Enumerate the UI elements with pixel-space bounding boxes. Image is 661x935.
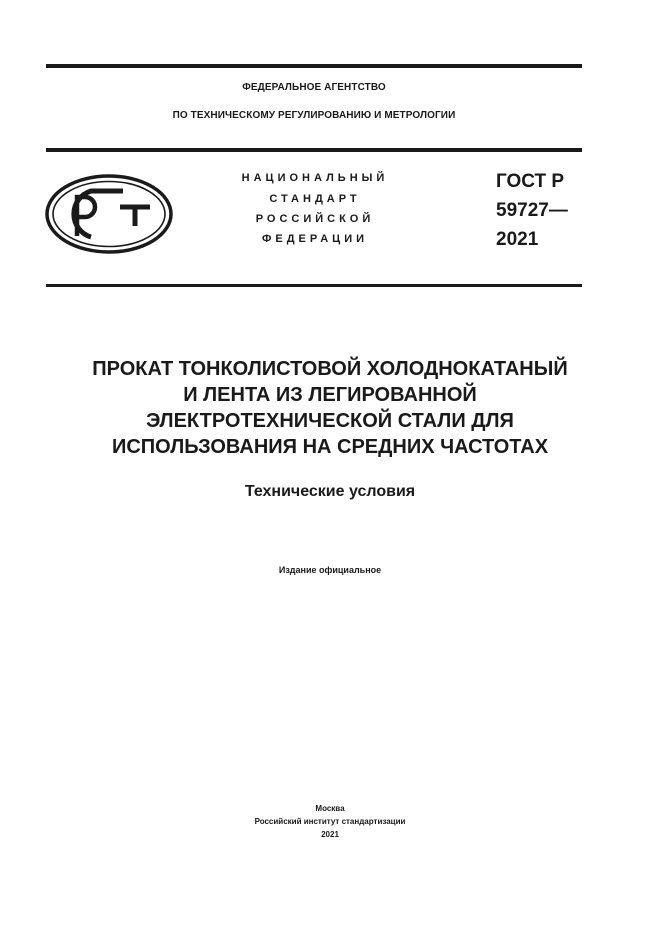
document-title-line-4: ИСПОЛЬЗОВАНИЯ НА СРЕДНИХ ЧАСТОТАХ <box>111 436 549 458</box>
imprint-year: 2021 <box>321 830 339 839</box>
standard-block-divider-rule <box>46 284 582 287</box>
top-rule <box>46 64 582 68</box>
imprint-publisher: Российский институт стандартизации <box>254 817 406 826</box>
edition-note: Издание официальное <box>278 565 382 575</box>
document-title-line-3: ЭЛЕКТРОТЕХНИЧЕСКОЙ СТАЛИ ДЛЯ <box>146 410 514 432</box>
national-standard-line-1: НАЦИОНАЛЬНЫЙ <box>241 172 389 184</box>
header-divider-rule <box>46 148 582 152</box>
agency-name-line-1: ФЕДЕРАЛЬНОЕ АГЕНТСТВО <box>242 82 386 93</box>
national-standard-line-3: РОССИЙСКОЙ <box>255 213 375 225</box>
national-standard-line-4: ФЕДЕРАЦИИ <box>261 233 369 245</box>
imprint-city: Москва <box>315 804 345 813</box>
national-standard-line-2: СТАНДАРТ <box>269 193 361 205</box>
document-subtitle: Технические условия <box>244 483 416 500</box>
standard-designation-line-1: ГОСТ Р <box>496 171 565 192</box>
agency-name-line-2: ПО ТЕХНИЧЕСКОМУ РЕГУЛИРОВАНИЮ И МЕТРОЛОГИИ <box>172 110 456 121</box>
gost-r-certification-logo-icon <box>44 173 174 255</box>
document-title-line-1: ПРОКАТ ТОНКОЛИСТОВОЙ ХОЛОДНОКАТАНЫЙ <box>92 358 568 380</box>
document-title-line-2: И ЛЕНТА ИЗ ЛЕГИРОВАННОЙ <box>183 384 477 406</box>
standard-designation-line-3: 2021 <box>496 229 539 250</box>
standard-designation-line-2: 59727— <box>496 200 568 221</box>
